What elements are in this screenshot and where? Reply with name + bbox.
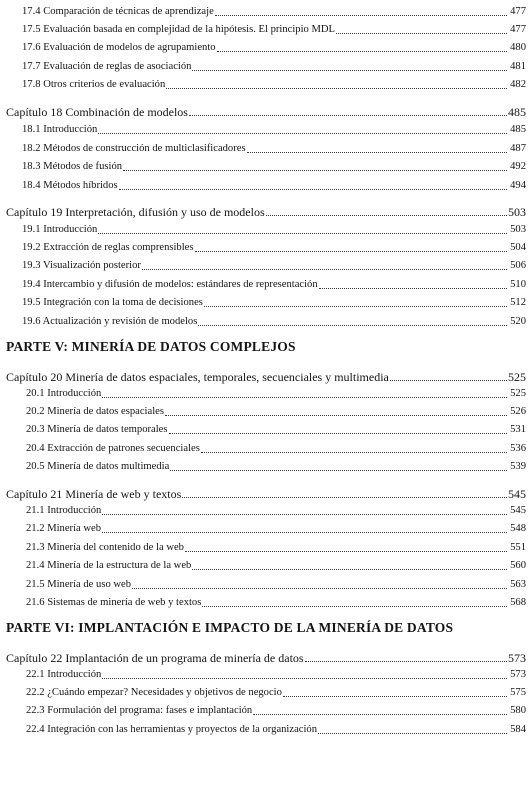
part-heading: PARTE VI: IMPLANTACIÓN E IMPACTO DE LA MINERÍA DE DATOS bbox=[6, 620, 454, 635]
entry-title: 19.4 Intercambio y difusión de modelos: estándares de representación bbox=[22, 279, 318, 290]
section-entry-21-6-sistemas-de-mineria-de-web-y-textos[interactable] bbox=[0, 593, 532, 609]
section-entry-19-2-extraccion-de-reglas-comprensibles[interactable] bbox=[0, 238, 532, 254]
dot-leader bbox=[266, 215, 507, 216]
page-number: 480 bbox=[510, 42, 526, 53]
page-number: 573 bbox=[508, 651, 526, 665]
dot-leader bbox=[169, 433, 507, 434]
section-entry-21-4-mineria-de-la-estructura-de-la-web[interactable] bbox=[0, 556, 532, 572]
section-entry-17-8-otros-criterios-de-evaluacion[interactable] bbox=[0, 75, 532, 91]
entry-title: 20.4 Extracción de patrones secuenciales bbox=[26, 443, 200, 454]
section-entry-21-3-mineria-del-contenido-de-la-web[interactable] bbox=[0, 538, 532, 554]
section-entry-18-3-metodos-de-fusion[interactable] bbox=[0, 157, 532, 173]
page-number: 487 bbox=[510, 143, 526, 154]
entry-title: 22.4 Integración con las herramientas y proyectos de la organización bbox=[26, 724, 318, 735]
entry-title: 19.1 Introducción bbox=[22, 224, 98, 235]
page-number: 551 bbox=[510, 542, 526, 553]
dot-leader bbox=[204, 306, 507, 307]
page-number: 520 bbox=[510, 316, 526, 327]
entry-title: 18.1 Introducción bbox=[22, 124, 98, 135]
page-number: 545 bbox=[510, 505, 526, 516]
dot-leader bbox=[98, 233, 507, 234]
entry-title: 17.5 Evaluación basada en complejidad de la hipótesis. El principio MDL bbox=[22, 24, 336, 35]
section-entry-18-4-metodos-hibridos[interactable] bbox=[0, 176, 532, 192]
entry-title: 21.5 Minería de uso web bbox=[26, 579, 132, 590]
page-number: 575 bbox=[510, 687, 526, 698]
dot-leader bbox=[192, 569, 507, 570]
section-entry-22-2-cuando-empezar-necesidades-y-objeti[interactable] bbox=[0, 683, 532, 699]
page-number: 545 bbox=[508, 487, 526, 501]
chapter-entry-capitulo-18-combinacion-de-modelos[interactable] bbox=[0, 100, 532, 118]
section-entry-21-2-mineria-web[interactable] bbox=[0, 519, 532, 535]
chapter-entry-capitulo-22-implantacion-de-un-programa-[interactable] bbox=[0, 646, 532, 664]
dot-leader bbox=[98, 133, 507, 134]
entry-title: 20.5 Minería de datos multimedia bbox=[26, 461, 170, 472]
dot-leader bbox=[123, 170, 507, 171]
dot-leader bbox=[390, 380, 507, 381]
dot-leader bbox=[185, 551, 507, 552]
chapter-entry-capitulo-19-interpretacion-difusion-y-us[interactable] bbox=[0, 200, 532, 218]
dot-leader bbox=[253, 714, 507, 715]
dot-leader bbox=[305, 661, 507, 662]
section-entry-19-5-integracion-con-la-toma-de-decision[interactable] bbox=[0, 293, 532, 309]
entry-title: 19.5 Integración con la toma de decisiones bbox=[22, 297, 203, 308]
section-entry-19-6-actualizacion-y-revision-de-modelos[interactable] bbox=[0, 312, 532, 328]
section-entry-22-3-formulacion-del-programa-fases-e-im[interactable] bbox=[0, 701, 532, 717]
dot-leader bbox=[319, 288, 507, 289]
entry-title: 20.1 Introducción bbox=[26, 388, 102, 399]
part-heading: PARTE V: MINERÍA DE DATOS COMPLEJOS bbox=[6, 339, 296, 354]
entry-title: 17.8 Otros criterios de evaluación bbox=[22, 79, 166, 90]
page-number: 584 bbox=[510, 724, 526, 735]
entry-title: 17.4 Comparación de técnicas de aprendizaje bbox=[22, 6, 214, 17]
section-entry-20-5-mineria-de-datos-multimedia[interactable] bbox=[0, 457, 532, 473]
dot-leader bbox=[102, 532, 507, 533]
dot-leader bbox=[102, 678, 507, 679]
page-number: 580 bbox=[510, 705, 526, 716]
page-number: 536 bbox=[510, 443, 526, 454]
entry-title: 18.3 Métodos de fusión bbox=[22, 161, 123, 172]
page-number: 531 bbox=[510, 424, 526, 435]
entry-title: 21.2 Minería web bbox=[26, 523, 102, 534]
section-entry-17-5-evaluacion-basada-en-complejidad-de[interactable] bbox=[0, 20, 532, 36]
page-number: 503 bbox=[510, 224, 526, 235]
dot-leader bbox=[166, 88, 507, 89]
page-number: 539 bbox=[510, 461, 526, 472]
page-number: 548 bbox=[510, 523, 526, 534]
section-entry-17-7-evaluacion-de-reglas-de-asociacion[interactable] bbox=[0, 57, 532, 73]
entry-title: 20.3 Minería de datos temporales bbox=[26, 424, 168, 435]
dot-leader bbox=[198, 325, 507, 326]
page-number: 512 bbox=[510, 297, 526, 308]
dot-leader bbox=[142, 269, 507, 270]
dot-leader bbox=[202, 606, 507, 607]
section-entry-17-4-comparacion-de-tecnicas-de-aprendiz[interactable] bbox=[0, 2, 532, 18]
section-entry-19-1-introduccion[interactable] bbox=[0, 220, 532, 236]
entry-title: Capítulo 19 Interpretación, difusión y uso de modelos bbox=[6, 205, 265, 219]
page-number: 492 bbox=[510, 161, 526, 172]
entry-title: 21.1 Introducción bbox=[26, 505, 102, 516]
page-number: 504 bbox=[510, 242, 526, 253]
section-entry-19-3-visualizacion-posterior[interactable] bbox=[0, 256, 532, 272]
page-number: 506 bbox=[510, 260, 526, 271]
section-entry-19-4-intercambio-y-difusion-de-modelos-e[interactable] bbox=[0, 275, 532, 291]
entry-title: 19.6 Actualización y revisión de modelos bbox=[22, 316, 198, 327]
entry-title: 18.4 Métodos híbridos bbox=[22, 180, 118, 191]
page-number: 510 bbox=[510, 279, 526, 290]
entry-title: 22.2 ¿Cuándo empezar? Necesidades y objetivos de negocio bbox=[26, 687, 282, 698]
dot-leader bbox=[217, 51, 507, 52]
entry-title: Capítulo 21 Minería de web y textos bbox=[6, 487, 182, 501]
section-entry-17-6-evaluacion-de-modelos-de-agrupamien[interactable] bbox=[0, 38, 532, 54]
page-number: 560 bbox=[510, 560, 526, 571]
page-number: 568 bbox=[510, 597, 526, 608]
dot-leader bbox=[247, 152, 507, 153]
section-entry-21-5-mineria-de-uso-web[interactable] bbox=[0, 575, 532, 591]
section-entry-20-1-introduccion[interactable] bbox=[0, 384, 532, 400]
entry-title: Capítulo 18 Combinación de modelos bbox=[6, 105, 188, 119]
chapter-entry-capitulo-21-mineria-de-web-y-textos[interactable] bbox=[0, 482, 532, 500]
entry-title: Capítulo 20 Minería de datos espaciales, temporales, secuenciales y multimedia bbox=[6, 370, 389, 384]
entry-title: 21.3 Minería del contenido de la web bbox=[26, 542, 184, 553]
dot-leader bbox=[102, 397, 507, 398]
dot-leader bbox=[102, 514, 507, 515]
page-number: 477 bbox=[510, 6, 526, 17]
section-entry-20-2-mineria-de-datos-espaciales[interactable] bbox=[0, 402, 532, 418]
dot-leader bbox=[192, 70, 507, 71]
chapter-entry-capitulo-20-mineria-de-datos-espaciales-[interactable] bbox=[0, 365, 532, 383]
page-number: 481 bbox=[510, 61, 526, 72]
page-number: 482 bbox=[510, 79, 526, 90]
dot-leader bbox=[283, 696, 507, 697]
dot-leader bbox=[201, 452, 507, 453]
page-number: 563 bbox=[510, 579, 526, 590]
dot-leader bbox=[170, 470, 507, 471]
entry-title: 22.1 Introducción bbox=[26, 669, 102, 680]
section-entry-20-3-mineria-de-datos-temporales[interactable] bbox=[0, 420, 532, 436]
entry-title: 22.3 Formulación del programa: fases e implantación bbox=[26, 705, 253, 716]
page-number: 494 bbox=[510, 180, 526, 191]
page-number: 503 bbox=[508, 205, 526, 219]
dot-leader bbox=[189, 115, 507, 116]
section-entry-20-4-extraccion-de-patrones-secuenciales[interactable] bbox=[0, 439, 532, 455]
entry-title: Capítulo 22 Implantación de un programa de minería de datos bbox=[6, 651, 304, 665]
dot-leader bbox=[165, 415, 507, 416]
dot-leader bbox=[132, 588, 507, 589]
entry-title: 20.2 Minería de datos espaciales bbox=[26, 406, 164, 417]
page-number: 477 bbox=[510, 24, 526, 35]
entry-title: 21.6 Sistemas de minería de web y textos bbox=[26, 597, 202, 608]
entry-title: 17.6 Evaluación de modelos de agrupamiento bbox=[22, 42, 216, 53]
dot-leader bbox=[182, 497, 507, 498]
page-number: 526 bbox=[510, 406, 526, 417]
dot-leader bbox=[336, 33, 507, 34]
section-entry-22-1-introduccion[interactable] bbox=[0, 665, 532, 681]
section-entry-18-2-metodos-de-construccion-de-multicla[interactable] bbox=[0, 139, 532, 155]
dot-leader bbox=[215, 15, 507, 16]
dot-leader bbox=[195, 251, 507, 252]
page-number: 525 bbox=[510, 388, 526, 399]
entry-title: 19.2 Extracción de reglas comprensibles bbox=[22, 242, 194, 253]
section-entry-21-1-introduccion[interactable] bbox=[0, 501, 532, 517]
entry-title: 21.4 Minería de la estructura de la web bbox=[26, 560, 192, 571]
entry-title: 19.3 Visualización posterior bbox=[22, 260, 141, 271]
entry-title: 18.2 Métodos de construcción de multiclasificadores bbox=[22, 143, 246, 154]
page-number: 573 bbox=[510, 669, 526, 680]
dot-leader bbox=[318, 733, 507, 734]
entry-title: 17.7 Evaluación de reglas de asociación bbox=[22, 61, 192, 72]
dot-leader bbox=[119, 189, 507, 190]
page-number: 525 bbox=[508, 370, 526, 384]
section-entry-22-4-integracion-con-las-herramientas-y-[interactable] bbox=[0, 720, 532, 736]
page-number: 485 bbox=[508, 105, 526, 119]
section-entry-18-1-introduccion[interactable] bbox=[0, 120, 532, 136]
page-number: 485 bbox=[510, 124, 526, 135]
